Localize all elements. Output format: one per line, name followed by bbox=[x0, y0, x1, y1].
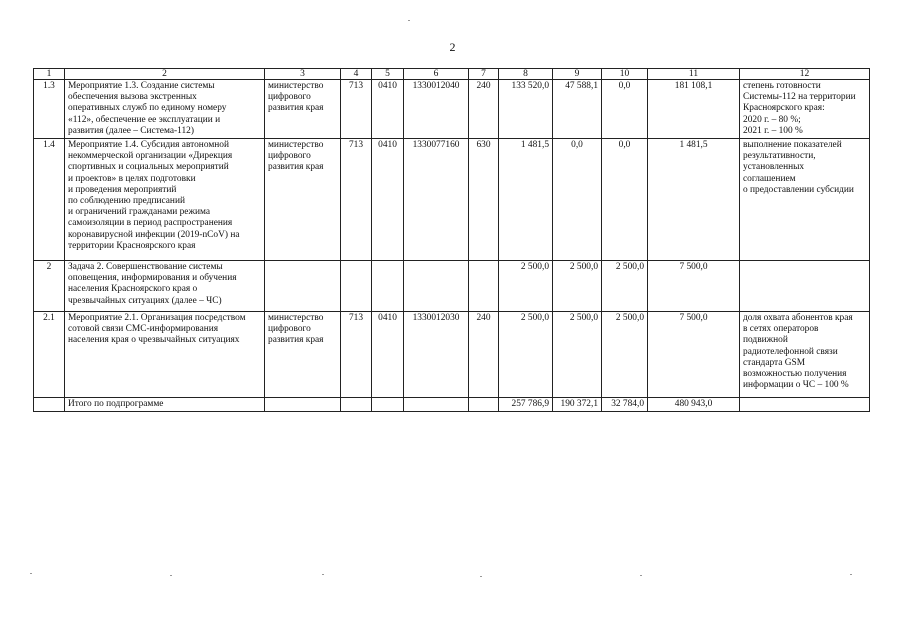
amount-col9: 2 500,0 bbox=[553, 261, 602, 312]
row-number: 2.1 bbox=[34, 312, 65, 398]
total-sum: 480 943,0 bbox=[648, 398, 740, 412]
amount-col9: 47 588,1 bbox=[553, 80, 602, 139]
total-empty-cell bbox=[34, 398, 65, 412]
rzpr-code: 0410 bbox=[372, 139, 404, 261]
grbs-code: 713 bbox=[341, 80, 372, 139]
total-label: Итого по подпрограмме bbox=[65, 398, 265, 412]
rzpr-code: 0410 bbox=[372, 80, 404, 139]
table-row bbox=[34, 139, 870, 261]
csr-code: 1330012030 bbox=[404, 312, 469, 398]
rzpr-code bbox=[372, 261, 404, 312]
header-cell: 6 bbox=[404, 69, 469, 80]
header-cell: 7 bbox=[469, 69, 499, 80]
header-cell: 1 bbox=[34, 69, 65, 80]
amount-col10: 0,0 bbox=[602, 139, 648, 261]
amount-col10: 2 500,0 bbox=[602, 312, 648, 398]
grbs-code bbox=[341, 261, 372, 312]
header-cell: 12 bbox=[740, 69, 870, 80]
task-name: Задача 2. Совершенствование системы оповещения, информирования и обучения населения Красноярского края о чрезвычайных ситуациях (далее – ЧС) bbox=[65, 261, 265, 312]
agency: министерство цифрового развития края bbox=[265, 139, 341, 261]
expected-result bbox=[740, 261, 870, 312]
table-header-row bbox=[34, 69, 870, 80]
agency: министерство цифрового развития края bbox=[265, 80, 341, 139]
csr-code: 1330012040 bbox=[404, 80, 469, 139]
vr-code bbox=[469, 261, 499, 312]
expected-result: степень готовности Системы-112 на территории Красноярского края: 2020 г. – 80 %; 2021 г. – 100 % bbox=[740, 80, 870, 139]
measure-name: Мероприятие 1.3. Создание системы обеспечения вызова экстренных оперативных служб по единому номеру «112», обеспечение ее эксплуатации и развития (далее – Система-112) bbox=[65, 80, 265, 139]
scan-speck bbox=[408, 20, 410, 21]
total-col9: 190 372,1 bbox=[553, 398, 602, 412]
header-cell: 10 bbox=[602, 69, 648, 80]
amount-col8: 133 520,0 bbox=[499, 80, 553, 139]
total-empty-cell bbox=[341, 398, 372, 412]
agency: министерство цифрового развития края bbox=[265, 312, 341, 398]
header-cell: 5 bbox=[372, 69, 404, 80]
amount-col10: 2 500,0 bbox=[602, 261, 648, 312]
header-cell: 9 bbox=[553, 69, 602, 80]
header-cell: 4 bbox=[341, 69, 372, 80]
rzpr-code: 0410 bbox=[372, 312, 404, 398]
amount-col10: 0,0 bbox=[602, 80, 648, 139]
header-cell: 11 bbox=[648, 69, 740, 80]
amount-total: 181 108,1 bbox=[648, 80, 740, 139]
grbs-code: 713 bbox=[341, 312, 372, 398]
amount-col8: 2 500,0 bbox=[499, 312, 553, 398]
table-row bbox=[34, 261, 870, 312]
total-empty-cell bbox=[469, 398, 499, 412]
total-col8: 257 786,9 bbox=[499, 398, 553, 412]
expected-result: выполнение показателей результативности, установленных соглашением о предоставлении субсидии bbox=[740, 139, 870, 261]
vr-code: 240 bbox=[469, 312, 499, 398]
amount-col8: 1 481,5 bbox=[499, 139, 553, 261]
grbs-code: 713 bbox=[341, 139, 372, 261]
scan-speck bbox=[322, 574, 324, 575]
total-empty-cell bbox=[404, 398, 469, 412]
row-number: 1.3 bbox=[34, 80, 65, 139]
page-number: 2 bbox=[449, 40, 456, 54]
header-cell: 2 bbox=[65, 69, 265, 80]
amount-total: 1 481,5 bbox=[648, 139, 740, 261]
total-empty-cell bbox=[740, 398, 870, 412]
scan-speck bbox=[850, 574, 852, 575]
vr-code: 630 bbox=[469, 139, 499, 261]
vr-code: 240 bbox=[469, 80, 499, 139]
scan-speck bbox=[170, 575, 172, 576]
total-col10: 32 784,0 bbox=[602, 398, 648, 412]
header-cell: 3 bbox=[265, 69, 341, 80]
measure-name: Мероприятие 2.1. Организация посредством сотовой связи СМС-информирования населения края о чрезвычайных ситуациях bbox=[65, 312, 265, 398]
csr-code bbox=[404, 261, 469, 312]
amount-total: 7 500,0 bbox=[648, 312, 740, 398]
budget-table bbox=[33, 68, 870, 412]
amount-col8: 2 500,0 bbox=[499, 261, 553, 312]
header-cell: 8 bbox=[499, 69, 553, 80]
row-number: 2 bbox=[34, 261, 65, 312]
scan-speck bbox=[480, 576, 482, 577]
amount-total: 7 500,0 bbox=[648, 261, 740, 312]
total-empty-cell bbox=[372, 398, 404, 412]
table-total-row bbox=[34, 398, 870, 412]
table-row bbox=[34, 312, 870, 398]
expected-result: доля охвата абонентов края в сетях операторов подвижной радиотелефонной связи стандарта GSM возможностью получения информации о ЧС – 100 % bbox=[740, 312, 870, 398]
scan-speck bbox=[30, 573, 32, 574]
total-empty-cell bbox=[265, 398, 341, 412]
amount-col9: 0,0 bbox=[553, 139, 602, 261]
agency bbox=[265, 261, 341, 312]
measure-name: Мероприятие 1.4. Субсидия автономной некоммерческой организации «Дирекция спортивных и социальных мероприятий и проектов» в целях подготовки и проведения мероприятий по соблюдению предписаний и ограничений гражданами режима самоизоляции в период распространения коронавирусной инфекции (2019-nCoV) на территории Красноярского края bbox=[65, 139, 265, 261]
amount-col9: 2 500,0 bbox=[553, 312, 602, 398]
scan-speck bbox=[640, 575, 642, 576]
row-number: 1.4 bbox=[34, 139, 65, 261]
table-row bbox=[34, 80, 870, 139]
csr-code: 1330077160 bbox=[404, 139, 469, 261]
